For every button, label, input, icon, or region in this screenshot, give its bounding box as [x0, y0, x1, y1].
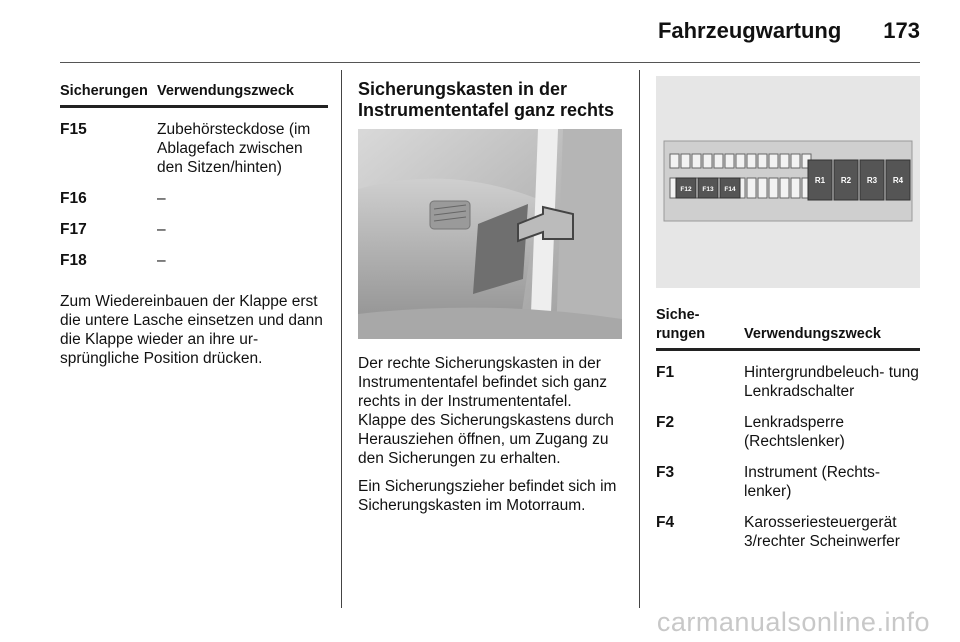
fuse-slot	[714, 154, 723, 168]
middle-text	[358, 354, 624, 524]
fuse-slot	[758, 154, 767, 168]
fuse-use: Instrument (Rechts- lenker)	[744, 464, 881, 500]
left-column	[60, 82, 328, 368]
labeled-fuse	[720, 178, 740, 198]
reinstall-note: Zum Wiedereinbauen der Klappe erst die untere Lasche einsetzen und dann die Klappe wieder an ihre ur- sprüngliche Position drücken.	[60, 293, 323, 367]
fuse-slot	[769, 154, 778, 168]
fuse-slot	[692, 154, 701, 168]
fuse-slot	[703, 154, 712, 168]
fuse-label: R1	[814, 176, 826, 185]
fuse-slot	[736, 154, 745, 168]
table-row	[656, 363, 920, 401]
fuse-use: Hintergrundbeleuch- tung Lenkradschalter	[744, 364, 919, 400]
fuse-slot	[791, 178, 800, 198]
labeled-fuse	[698, 178, 718, 198]
header-rule	[60, 62, 920, 63]
fuse-id: F3	[656, 464, 675, 481]
fuse-label: R3	[866, 176, 878, 185]
fuse-id: F2	[656, 414, 675, 431]
fusebox-diagram	[656, 76, 920, 288]
column-divider-right	[639, 70, 640, 608]
relay-table-header	[656, 306, 920, 351]
fuse-slot	[791, 154, 800, 168]
fuse-header-right: Siche- rungen	[656, 307, 706, 342]
fuse-slot	[780, 178, 789, 198]
fuse-slot	[725, 154, 734, 168]
fuse-slot	[747, 154, 756, 168]
dashboard-photo	[358, 129, 622, 339]
table-row	[60, 251, 328, 270]
fuse-slot	[670, 154, 679, 168]
fuse-table-header	[60, 82, 328, 108]
labeled-fuse	[676, 178, 696, 198]
fuse-id: F16	[60, 190, 87, 207]
fuse-use: –	[157, 252, 166, 269]
table-row	[656, 513, 920, 551]
fuse-use: –	[157, 221, 166, 238]
page-number: 173	[883, 18, 920, 43]
use-header: Verwendungszweck	[157, 83, 294, 99]
relay-block	[834, 160, 858, 200]
fuse-id: F18	[60, 252, 87, 269]
fuse-label: F12	[680, 186, 692, 193]
fuse-table-rows	[60, 120, 328, 270]
use-header-right: Verwendungszweck	[744, 326, 881, 342]
fuse-label: R4	[892, 176, 904, 185]
fuse-slot	[769, 178, 778, 198]
fuse-use: Zubehörsteckdose (im Ablagefach zwischen den Sitzen/hinten)	[157, 121, 311, 176]
column-divider-left	[341, 70, 342, 608]
fuse-id: F4	[656, 514, 675, 531]
fuse-use: Karosseriesteuergerät 3/rechter Scheinwerfer	[744, 514, 900, 550]
fuse-id: F17	[60, 221, 87, 238]
fuse-label: F13	[702, 186, 714, 193]
fuse-header: Sicherungen	[60, 83, 148, 99]
fuse-slot	[758, 178, 767, 198]
fuse-use: Lenkradsperre (Rechtslenker)	[744, 414, 845, 450]
fuse-label: F14	[724, 186, 736, 193]
relay-table-rows	[656, 363, 920, 551]
location-paragraph: Der rechte Sicherungskasten in der Instrumententafel befindet sich ganz rechts in der Instrumententafel. Klappe des Sicherungskastens durch Herausziehen öffnen, um Zugang zu den Sicherungen zu erhalten.	[358, 355, 614, 467]
fuse-id: F15	[60, 121, 87, 138]
relay-block	[808, 160, 832, 200]
table-row	[60, 220, 328, 239]
fuse-puller-paragraph: Ein Sicherungszieher befindet sich im Sicherungskasten im Motorraum.	[358, 478, 617, 514]
table-row	[656, 463, 920, 501]
section-title: Fahrzeugwartung	[657, 18, 842, 43]
fuse-slot	[747, 178, 756, 198]
relay-block	[860, 160, 884, 200]
fuse-id: F1	[656, 364, 675, 381]
fuse-slot	[780, 154, 789, 168]
relay-block	[886, 160, 910, 200]
table-row	[60, 120, 328, 177]
table-row	[60, 189, 328, 208]
right-column	[656, 306, 920, 551]
fuse-use: –	[157, 190, 166, 207]
section-heading: Sicherungskasten in der Instrumententafel ganz rechts	[358, 79, 615, 120]
table-row	[656, 413, 920, 451]
page-header	[658, 18, 920, 44]
fuse-label: R2	[840, 176, 852, 185]
middle-column	[358, 79, 624, 121]
fuse-slot	[681, 154, 690, 168]
watermark: carmanualsonline.info	[656, 607, 930, 637]
